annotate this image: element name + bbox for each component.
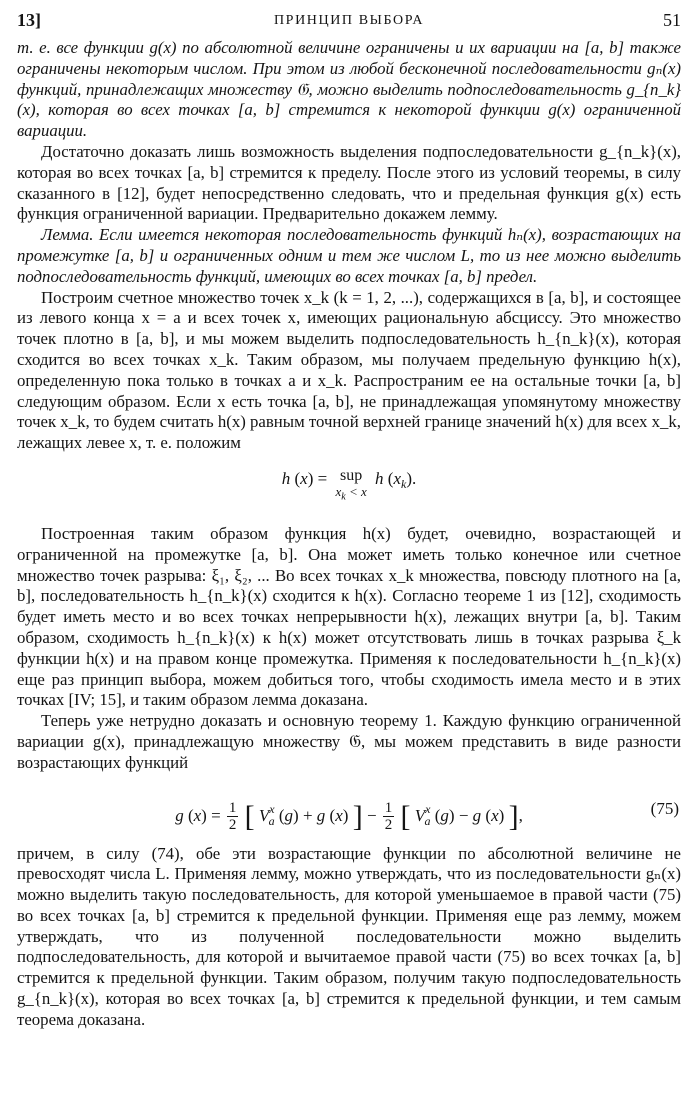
- paragraph-construction: Построим счетное множество точек x_k (k = 1, 2, ...), содержащихся в [a, b], и состоящее из левого конца x = a и всех точек x, имеющих рациональную абсциссу. Это множество точек плотно в [a, b], и мы можем выделить подпоследовательность h_{n_k}(x), которая сходится во всех точках x_k. Таким образом, мы получаем предельную функцию h(x), определенную пока только в точках a и x_k. Распространим ее на остальные точки [a, b] следующим образом. Если x есть точка [a, b], не принадлежащая упомянутому множеству точек x_k, то будем считать h(x) равным точной верхней границе значений h(x) для всех x_k, лежащих левее x, т. е. положим: [17, 287, 681, 453]
- page-number: 51: [663, 10, 681, 30]
- paragraph-conclusion: причем, в силу (74), обе эти возрастающие функции по абсолютной величине не превосходят числа L. Применяя лемму, можно утверждать, что из последовательности gₙ(x) можно выделить такую последовательность, для которой уменьшаемое в правой части (75) во всех точках [a, b] стремится к предельной функции. Применяя еще раз лемму, можем утверждать, что из полученной последовательности можно выделить подпоследовательность, для которой и вычитаемое правой части (75) во всех точках [a, b] стремится к предельной функции. Таким образом, получим такую подпоследовательность g_{n_k}(x), которая во всех точках [a, b] стремится к предельной функции, и тем самым теорема доказана.: [17, 843, 681, 1029]
- formula-75: g (x) = $\frac{1}{2}$ [ $V^x_a$ (g) + g (x) ] − $\frac{1}{2}$ [ $V^x_a$ (g) − g (x) ], (75): [17, 788, 681, 830]
- section-marker: 13]: [17, 10, 41, 30]
- sup-operator: sup $x_k < x$: [335, 466, 367, 503]
- formula-sup: h (x) = sup $x_k < x$ h $(x_k)$.: [17, 468, 681, 502]
- running-title: ПРИНЦИП ВЫБОРА: [273, 13, 425, 28]
- paragraph-lemma-proof: Построенная таким образом функция h(x) будет, очевидно, возрастающей и ограниченной на промежутке [a, b]. Она может иметь только конечное или счетное множество точек разрыва: ξ₁, ξ₂, ... Во всех точках x_k множества, повсюду плотного на [a, b], последовательность h_{n_k}(x) сходится к h(x). Согласно теореме 1 из [12], сходимость будет иметь место и во всех точках непрерывности h(x), лежащих внутри [a, b]. Таким образом, сходимость h_{n_k}(x) к h(x) может отсутствовать лишь в точках разрыва ξ_k функции h(x) и на правом конце промежутка. Применяя к последовательности h_{n_k}(x) еще раз принцип выбора, можем добиться того, чтобы сходимость имела место и в этих точках [IV; 15], и таким образом лемма доказана.: [17, 523, 681, 710]
- running-header: [17, 10, 681, 36]
- paragraph-proof-intro: Достаточно доказать лишь возможность выделения подпоследовательности g_{n_k}(x), которая во всех точках [a, b] стремится к пределу. После этого из условий теоремы, в силу сказанного в [12], будет непосредственно следовать, что и предельная функция g(x) есть функция ограниченной вариации. Предварительно докажем лемму.: [17, 141, 681, 224]
- theorem-continuation: т. е. все функции g(x) по абсолютной величине ограничены и их вариации на [a, b] также ограничены некоторым числом. При этом из любой бесконечной последовательности gₙ(x) функций, принадлежащих множеству 𝔊, можно выделить подпоследовательность g_{n_k}(x), которая во всех точках [a, b] стремится к некоторой функции g(x) ограниченной вариации.: [17, 38, 681, 141]
- paragraph-main-theorem: Теперь уже нетрудно доказать и основную теорему 1. Каждую функцию ограниченной вариации g(x), принадлежащую множеству 𝔊, мы можем представить в виде разности возрастающих функций: [17, 711, 681, 772]
- book-page: [17, 10, 681, 1031]
- lemma-statement: Лемма. Если имеется некоторая последовательность функций hₙ(x), возрастающих на промежутке [a, b] и ограниченных одним и тем же числом L, то из нее можно выделить подпоследовательность функций, имеющих во всех точках [a, b] предел.: [17, 225, 681, 286]
- equation-number: (75): [650, 798, 679, 818]
